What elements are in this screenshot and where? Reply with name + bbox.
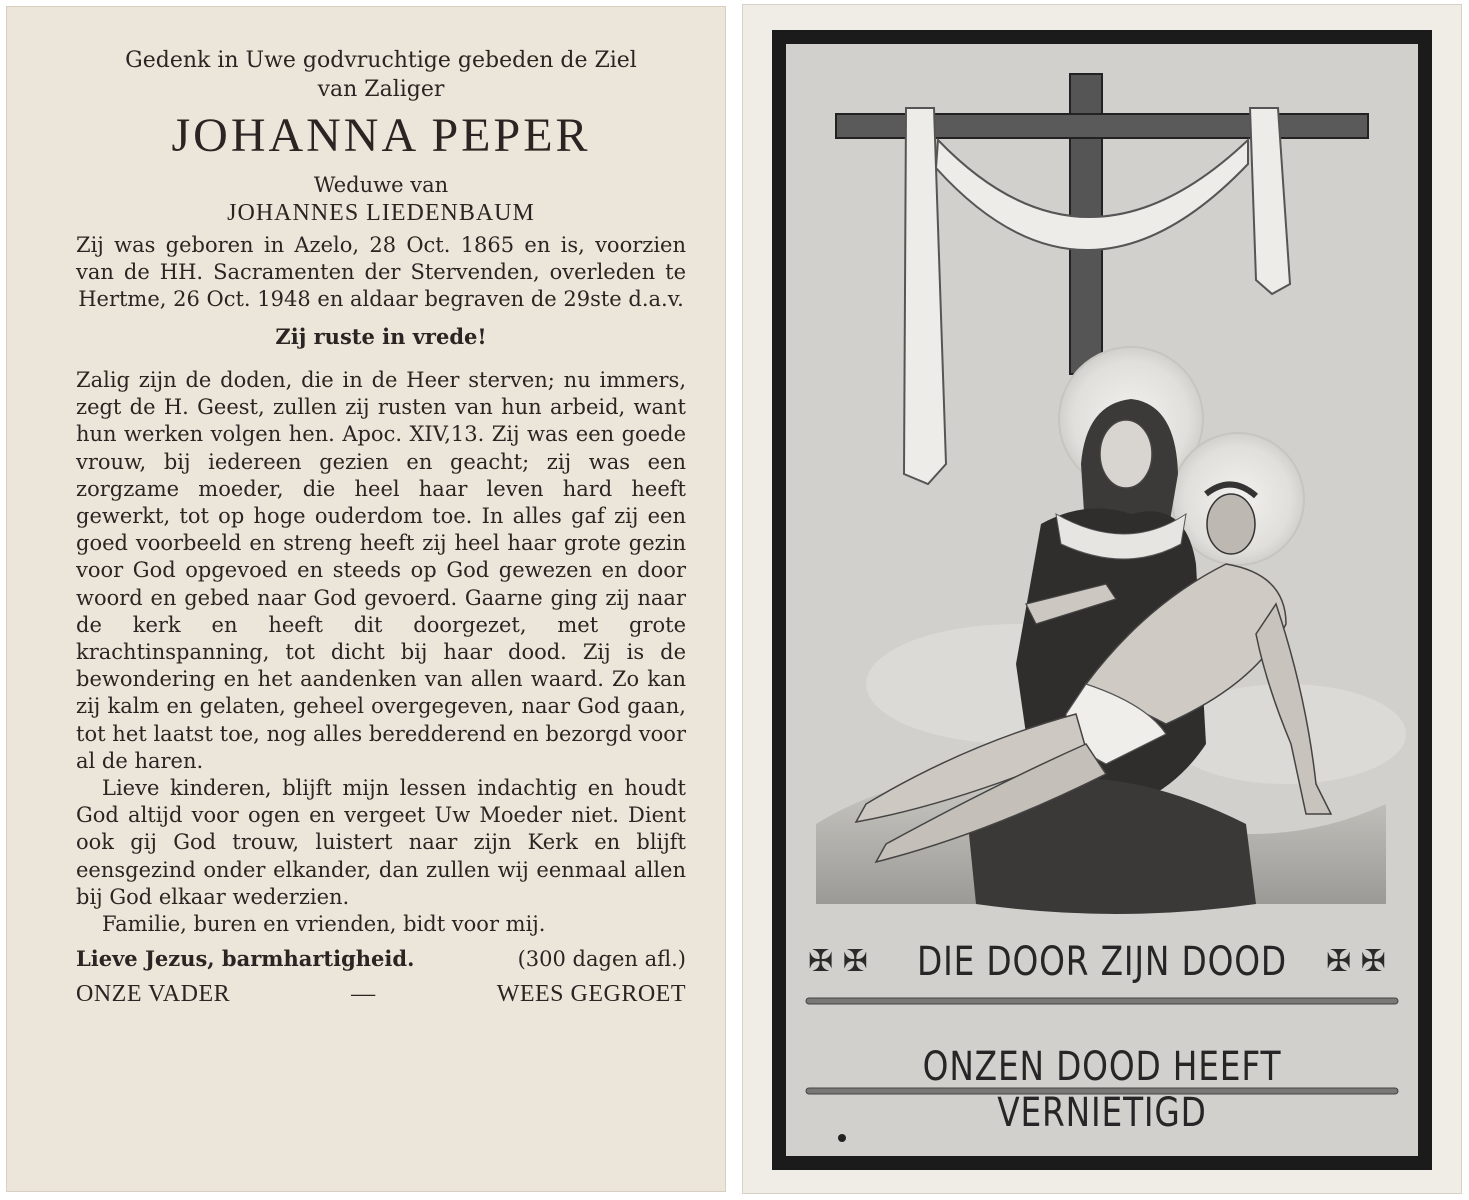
biography: Zij was geboren in Azelo, 28 Oct. 1865 en is, voorzien van de HH. Sacramenten der Stervenden, overleden te Hertme, 26 Oct. 1948 en aldaar begraven de 29ste d.a.v. <box>76 233 686 311</box>
indulgence-prayer <box>76 944 686 974</box>
motto-line-1 <box>843 939 1361 985</box>
rest-in-peace: Zij ruste in vrede! <box>275 324 487 349</box>
eulogy-paragraph: Zalig zijn de doden, die in de Heer sterven; nu immers, zegt de H. Geest, zullen zij rusten van hun arbeid, want hun werken volgen hen. Apoc. XIV,13. Zij was een goede vrouw, bij iedereen gezien en geacht; zij was een zorgzame moeder, die heel haar leven hard heeft gewerkt, tot op hoge ouderdom toe. In alles gaf zij een goed voorbeeld en streng heeft zij heel haar grote gezin voor God opgevoed en steeds op God gewezen en door woord en gebed naar God gevoerd. Gaarne ging zij naar de kerk en heeft dit doorgezet, met grote krachtinspanning, tot dicht bij haar dood. Zij is de bewondering en het aandenken van allen waard. Zo kan zij kalm en gelaten, geheel overgegeven, naar God gaan, tot het laatst toe, nog alles beredderend en bezorgd voor al de haren. <box>76 368 686 773</box>
ornament-right: ✠ ✠ <box>1326 944 1386 979</box>
motto-line-2-text: ONZEN DOOD HEEFT VERNIETIGD <box>922 1044 1282 1136</box>
mother-message-paragraph: Lieve kinderen, blijft mijn lessen indachtig en houdt God altijd voor ogen en vergeet Uw Moeder niet. Dient ook gij God trouw, luistert naar zijn Kerk en blijft eensgezind onder elkander, dan zullen wij eenmaal allen bij God elkaar wederzien. <box>76 776 686 909</box>
memorial-text-card <box>6 6 726 1192</box>
motto-line-1-text: DIE DOOR ZIJN DOOD <box>917 939 1287 985</box>
motto-line-2 <box>843 1044 1361 1136</box>
closing-our-father: ONZE VADER <box>76 981 231 1008</box>
closing-prayers <box>76 978 686 1010</box>
prayer-request: Familie, buren en vrienden, bidt voor mij. <box>102 912 546 937</box>
devotional-image-card <box>742 4 1462 1194</box>
pieta-illustration <box>786 44 1418 1156</box>
widow-label: Weduwe van <box>313 173 449 197</box>
closing-hail-mary: WEES GEGROET <box>496 981 686 1008</box>
husband-name: JOHANNES LIEDENBAUM <box>227 200 535 226</box>
illustration-panel <box>786 44 1418 1156</box>
text-column <box>76 46 686 1010</box>
black-border-frame <box>772 30 1432 1170</box>
prayer-text: Lieve Jezus, barmhartigheid. <box>76 946 415 972</box>
intro-line-2: van Zaliger <box>317 77 445 102</box>
ornament-left: ✠ ✠ <box>808 944 868 979</box>
intro-line-1: Gedenk in Uwe godvruchtige gebeden de Ziel <box>125 48 637 73</box>
indulgence-note: (300 dagen afl.) <box>517 947 686 972</box>
closing-dash: — <box>351 981 376 1008</box>
deceased-name: JOHANNA PEPER <box>171 109 591 162</box>
